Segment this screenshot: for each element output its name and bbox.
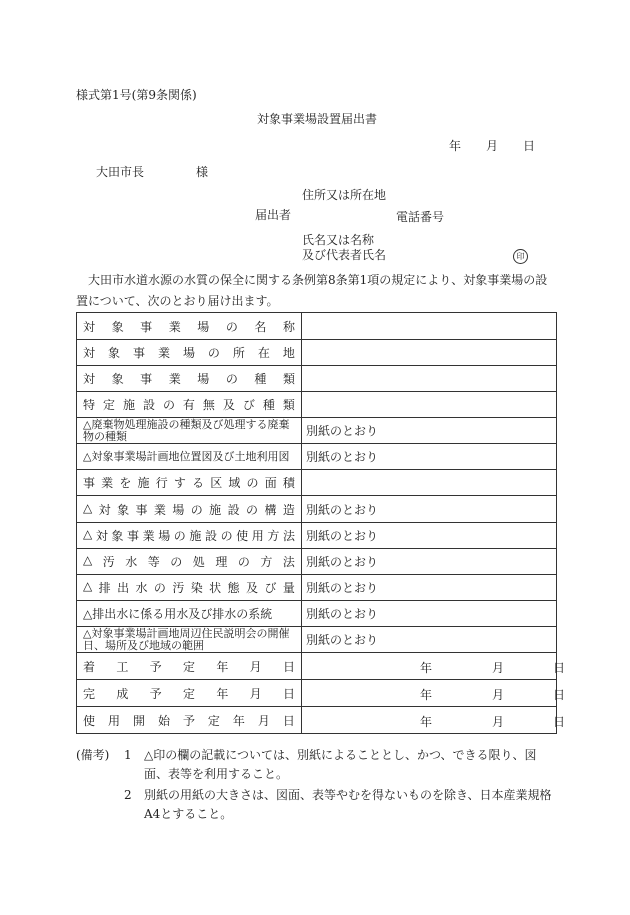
form-row-label-cell [77, 601, 302, 627]
form-row-label-cell [77, 549, 302, 575]
form-row [77, 575, 557, 601]
form-row-value[interactable]: 別紙のとおり [302, 444, 557, 470]
form-row [77, 601, 557, 627]
remark-1-number: 1 [124, 748, 132, 762]
date-day-unit: 日 [553, 715, 566, 729]
date-row-value[interactable] [302, 680, 566, 707]
form-row-label-cell [77, 627, 302, 653]
form-row-label: △対象事業場計画地位置図及び土地利用図 [83, 449, 290, 463]
applicant-label: 届出者 [255, 208, 292, 222]
remark-1-text: △印の欄の記載については、別紙によることとし、かつ、できる限り、図面、表等を利用すること。 [144, 748, 537, 781]
applicant-phone-label: 電話番号 [396, 210, 445, 224]
form-number: 様式第1号(第9条関係) [76, 88, 197, 102]
form-row-label-cell [77, 470, 302, 496]
form-row-label: 事 業 を 施 行 す る 区 域 の 面 積 [83, 476, 295, 490]
form-row-value[interactable] [302, 470, 557, 496]
form-row [77, 313, 557, 340]
form-row-label: △ 対 象 事 業 場 の 施 設 の 構 造 [83, 500, 295, 517]
date-day-label: 日 [523, 139, 536, 153]
form-row-value[interactable]: 別紙のとおり [302, 496, 557, 523]
date-month-unit: 月 [492, 715, 505, 729]
date-row-label: 着 工 予 定 年 月 日 [83, 659, 295, 674]
form-row [77, 444, 557, 470]
form-row-value[interactable]: 別紙のとおり [302, 601, 557, 627]
form-row [77, 392, 557, 418]
form-row-label: △廃棄物処理施設の種類及び処理する廃棄物の種類 [83, 417, 290, 443]
seal-mark: 印 [513, 249, 528, 264]
date-row-label-cell [77, 680, 302, 707]
form-row-label: 対 象 事 業 場 の 名 称 [83, 319, 295, 334]
form-row-label-cell [77, 418, 302, 444]
date-year-unit: 年 [420, 715, 433, 729]
document-title: 対象事業場設置届出書 [257, 112, 378, 126]
form-row [77, 366, 557, 392]
form-row-label-cell [77, 444, 302, 470]
form-row-label: 対 象 事 業 場 の 所 在 地 [83, 346, 295, 360]
form-row-value[interactable]: 別紙のとおり [302, 549, 557, 575]
date-day-unit: 日 [553, 661, 566, 675]
date-year-unit: 年 [420, 688, 433, 702]
form-row [77, 418, 557, 444]
form-row-label-cell [77, 496, 302, 523]
form-row [77, 549, 557, 575]
date-month-unit: 月 [492, 688, 505, 702]
date-row-label: 完 成 予 定 年 月 日 [83, 686, 295, 701]
intro-paragraph: 大田市水道水源の水質の保全に関する条例第8条第1項の規定により、対象事業場の設置について、次のとおり届け出ます。 [76, 273, 548, 308]
form-row-value[interactable]: 別紙のとおり [302, 627, 557, 653]
remarks-label: (備考) [76, 748, 110, 762]
date-row [77, 707, 557, 734]
form-row-label: 特 定 施 設 の 有 無 及 び 種 類 [83, 398, 295, 412]
applicant-name-label: 氏名又は名称 [302, 233, 375, 247]
addressee-name: 大田市長 [96, 165, 145, 179]
notification-form-table [76, 312, 566, 734]
date-year-unit: 年 [420, 661, 433, 675]
form-row [77, 627, 557, 653]
form-row-label: △ 排 出 水 の 汚 染 状 態 及 び 量 [83, 579, 295, 595]
form-row-label-cell [77, 313, 302, 340]
form-row [77, 470, 557, 496]
date-row-value[interactable] [302, 707, 566, 734]
date-row [77, 653, 557, 680]
date-day-unit: 日 [553, 688, 566, 702]
form-row-label-cell [77, 523, 302, 549]
form-row [77, 496, 557, 523]
date-year-label: 年 [449, 139, 462, 153]
form-row-label-cell [77, 575, 302, 601]
form-row-label: △排出水に係る用水及び排水の系統 [83, 607, 273, 621]
applicant-representative-label: 及び代表者氏名 [302, 248, 387, 262]
form-row-value[interactable] [302, 340, 557, 366]
date-row-label-cell [77, 653, 302, 680]
form-row-value[interactable]: 別紙のとおり [302, 575, 557, 601]
form-row-label-cell [77, 340, 302, 366]
form-row-label: △対象事業場計画地周辺住民説明会の開催日、場所及び地域の範囲 [83, 626, 290, 652]
form-row-label: △ 対 象 事 業 場 の 施 設 の 使 用 方 法 [83, 527, 295, 543]
date-row-value[interactable] [302, 653, 566, 680]
form-row-value[interactable] [302, 313, 557, 340]
date-month-unit: 月 [492, 661, 505, 675]
form-row-value[interactable]: 別紙のとおり [302, 523, 557, 549]
form-row-label-cell [77, 366, 302, 392]
form-row [77, 523, 557, 549]
applicant-address-label: 住所又は所在地 [302, 188, 387, 202]
remark-2-number: 2 [124, 788, 132, 802]
date-row-label-cell [77, 707, 302, 734]
remark-2-text: 別紙の用紙の大きさは、図面、表等やむを得ないものを除き、日本産業規格A4とすること。 [144, 788, 552, 821]
date-row [77, 680, 557, 707]
addressee-honorific: 様 [196, 165, 209, 179]
form-row [77, 340, 557, 366]
date-row-label: 使 用 開 始 予 定 年 月 日 [83, 713, 295, 728]
form-row-value[interactable] [302, 392, 557, 418]
form-row-value[interactable] [302, 366, 557, 392]
date-month-label: 月 [486, 139, 499, 153]
form-row-label: △ 汚 水 等 の 処 理 の 方 法 [83, 553, 295, 569]
form-row-value[interactable]: 別紙のとおり [302, 418, 557, 444]
form-row-label: 対 象 事 業 場 の 種 類 [83, 372, 295, 386]
form-row-label-cell [77, 392, 302, 418]
